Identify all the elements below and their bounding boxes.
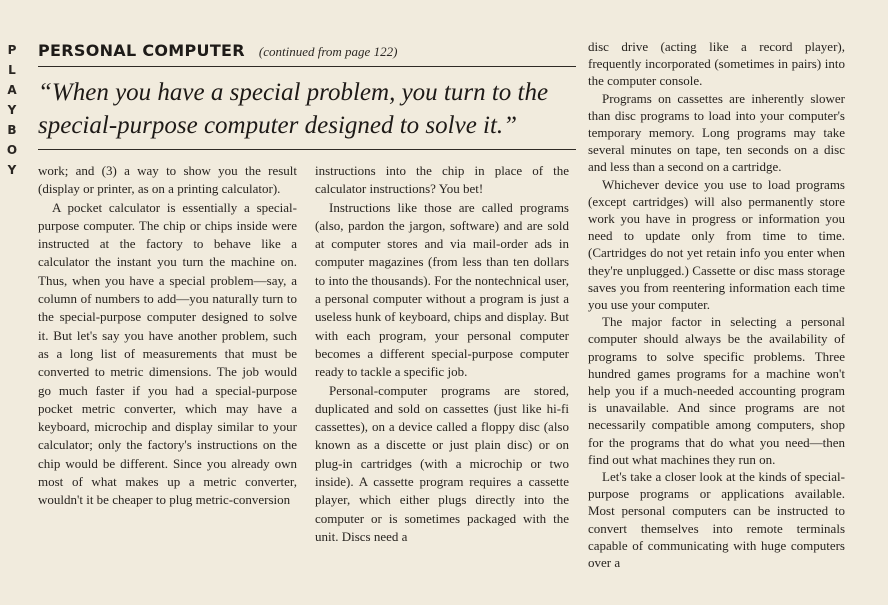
- paragraph: disc drive (acting like a record player), frequently incorporated (sometimes in pairs) into the computer console.: [588, 39, 845, 89]
- paragraph: work; and (3) a way to show you the result (display or printer, as on a printing calculator).: [38, 163, 297, 197]
- magazine-side-label: [0, 40, 24, 180]
- paragraph: Programs on cassettes are inherently slower than disc programs to load into your computer's temporary memory. Long programs may take several minutes on tape, ten seconds on a disc and less than a second on a cartridge.: [588, 90, 845, 175]
- side-letter: P: [7, 43, 17, 57]
- text-column-1: [38, 162, 297, 510]
- side-letter: Y: [7, 103, 17, 117]
- article-title: PERSONAL COMPUTER: [38, 41, 245, 60]
- side-letter: Y: [7, 163, 17, 177]
- paragraph: Whichever device you use to load programs (except cartridges) will also permanently store work you have in progress or information you need to update only from time to time. (Cartridges do not yet retain info you enter when they're unplugged.) Cassette or disc mass storage saves you from reentering information each time you use your computer.: [588, 176, 845, 313]
- article-header: [38, 41, 578, 61]
- continued-note: (continued from page 122): [258, 44, 398, 59]
- paragraph: The major factor in selecting a personal computer should always be the availability of programs to solve specific problems. Three hundred games programs for a machine won't help you if a much-needed accounting program is unavailable. And since programs are not necessarily compatible among computers, shop for the programs that do what you need—then find out what machines they run on.: [588, 314, 845, 467]
- side-letter: O: [6, 143, 18, 157]
- text-column-2: [315, 162, 569, 546]
- text-column-3: [588, 38, 845, 571]
- divider: [38, 149, 576, 150]
- paragraph: A pocket calculator is essentially a special-purpose computer. The chip or chips inside were instructed at the factory to behave like a calculator the instant you turn the machine on. Thus, when you have a special problem—say, a column of numbers to add—you naturally turn to the special-purpose computer designed to solve it. But let's say you have another problem, such as a long list of measurements that must be converted to metric dimensions. The job would go much faster if you had a special-purpose pocket metric converter, which may have a keyboard, microchip and display similar to your calculator; only the factory's instructions on the chip would be different. Since you already own most of what makes up a metric converter, wouldn't it be cheaper to plug metric-conversion: [38, 199, 297, 508]
- side-letter: L: [8, 63, 16, 77]
- pull-quote: “When you have a special problem, you turn to the special-purpose computer designed to solve it.”: [38, 79, 549, 139]
- side-letter: A: [7, 83, 17, 97]
- paragraph: instructions into the chip in place of the calculator instructions? You bet!: [315, 163, 569, 197]
- side-letter: B: [7, 123, 17, 137]
- paragraph: Let's take a closer look at the kinds of special-purpose programs or applications available. Most personal computers can be instructed to convert themselves into remote terminals capable of communicating with huge computers over a: [588, 469, 845, 571]
- paragraph: Personal-computer programs are stored, duplicated and sold on cassettes (just like hi-fi cassettes), on a device called a floppy disc (also known as a discette or just plain disc) or on plug-in cartridges (with a microchip or two inside). A cassette program requires a cassette player, which either plugs directly into the computer or is sometimes packaged with the unit. Discs need a: [315, 382, 569, 544]
- paragraph: Instructions like those are called programs (also, pardon the jargon, software) and are sold at computer stores and via mail-order ads in computer magazines (from less than ten dollars to into the thousands). For the nontechnical user, a personal computer without a program is just a useless hunk of keyboard, chips and display. But with each program, your personal computer becomes a different special-purpose computer ready to tackle a specific job.: [315, 199, 569, 380]
- divider: [38, 66, 576, 67]
